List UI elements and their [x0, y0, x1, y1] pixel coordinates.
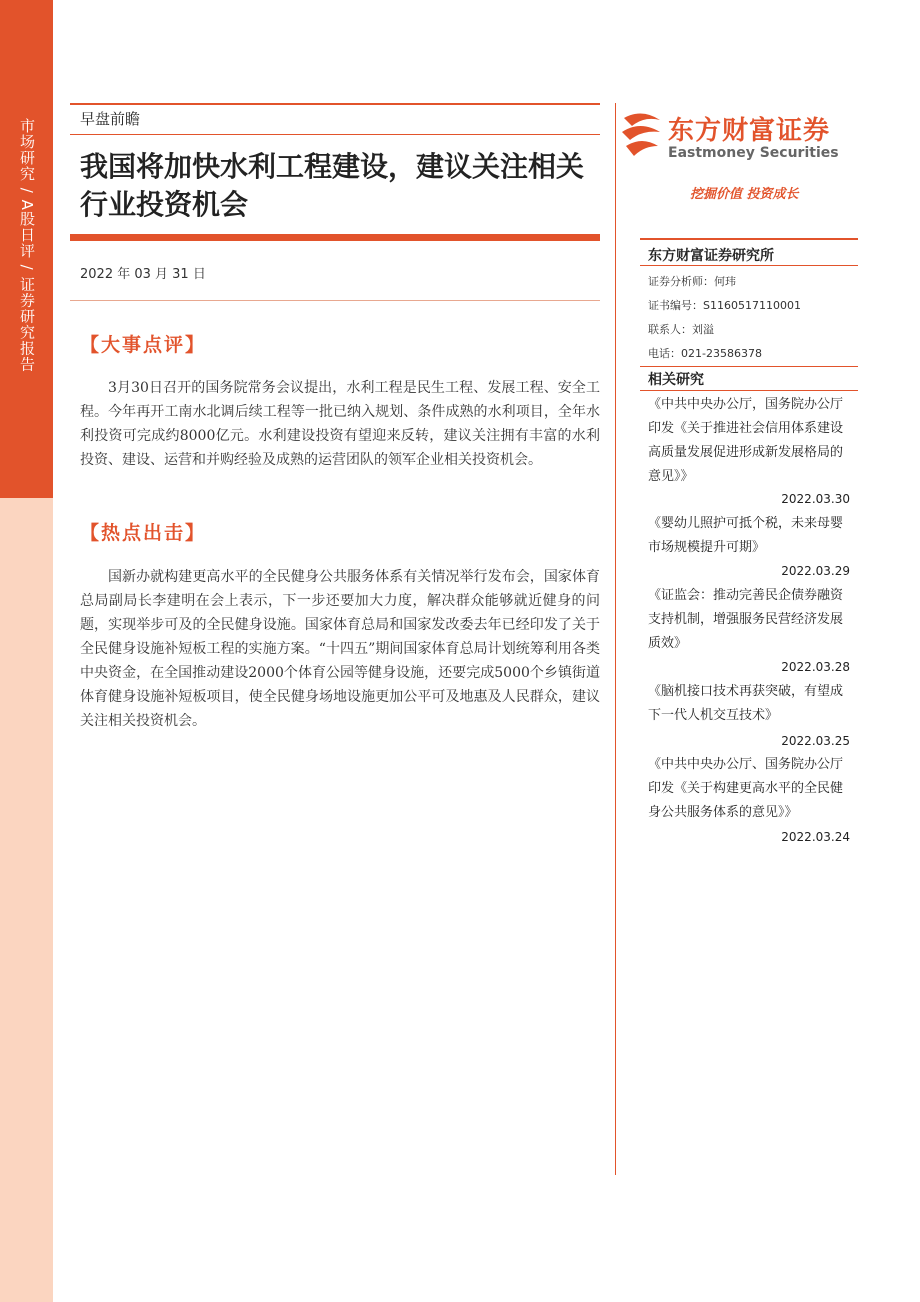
related-item-date: 2022.03.29	[781, 564, 850, 578]
eastmoney-logo-icon	[620, 110, 664, 160]
right-rule	[640, 238, 858, 240]
contact-phone: 电话：021-23586378	[648, 347, 762, 360]
sidebar-label: 市场研究 / A股日评 / 证券研究报告	[18, 118, 36, 373]
related-heading: 相关研究	[648, 372, 704, 388]
related-item-title[interactable]: 《中共中央办公厅、国务院办公厅印发《关于构建更高水平的全民健身公共服务体系的意见》》	[648, 757, 844, 820]
category-rule	[70, 134, 600, 135]
related-item-date: 2022.03.30	[781, 492, 850, 506]
related-item-date: 2022.03.28	[781, 660, 850, 674]
section-body-events: 3月30日召开的国务院常务会议提出，水利工程是民生工程、发展工程、安全工程。今年再开工南水北调后续工程等一批已纳入规划、条件成熟的水利项目，全年水利投资可完成约8000亿元。水利建设投资有望迎来反转，建议关注拥有丰富的水利投资、建设、运营和并购经验及成熟的运营团队的领军企业相关投资机会。	[80, 380, 600, 468]
related-item-title[interactable]: 《脑机接口技术再获突破，有望成下一代人机交互技术》	[648, 684, 844, 723]
related-item-title[interactable]: 《婴幼儿照护可抵个税，未来母婴市场规模提升可期》	[648, 516, 844, 555]
section-heading-hotspot: 【热点出击】	[80, 522, 207, 544]
slogan: 挖掘价值 投资成长	[690, 187, 799, 202]
related-item-date: 2022.03.24	[781, 830, 850, 844]
page-title: 我国将加快水利工程建设，建议关注相关行业投资机会	[80, 150, 585, 221]
logo-cn-text: 东方财富证券	[668, 116, 831, 146]
related-item-title[interactable]: 《证监会：推动完善民企债券融资支持机制，增强服务民营经济发展质效》	[648, 588, 844, 651]
right-rule	[640, 366, 858, 367]
analyst-cert: 证书编号：S1160517110001	[648, 299, 801, 312]
sidebar-light	[0, 498, 53, 1302]
header-rule	[70, 103, 600, 105]
related-item-title[interactable]: 《中共中央办公厅，国务院办公厅印发《关于推进社会信用体系建设高质量发展促进形成新发展格局的意见》》	[648, 397, 844, 484]
column-divider	[615, 103, 616, 1175]
contact-name: 联系人：刘溢	[648, 323, 714, 336]
analyst-name: 证券分析师：何玮	[648, 275, 736, 288]
right-rule	[640, 390, 858, 391]
report-category: 早盘前瞻	[80, 110, 141, 128]
section-body-hotspot: 国新办就构建更高水平的全民健身公共服务体系有关情况举行发布会，国家体育总局副局长李建明在会上表示，下一步还要加大力度，解决群众能够就近健身的问题，实现举步可及的全民健身设施。国家体育总局和国家发改委去年已经印发了关于全民健身设施补短板工程的实施方案。“十四五”期间国家体育总局计划统筹利用各类中央资金，在全国推动建设2000个体育公园等健身设施，还要完成5000个乡镇街道体育健身设施补短板项目，使全民健身场地设施更加公平可及地惠及人民群众，建议关注相关投资机会。	[80, 569, 600, 729]
section-heading-events: 【大事点评】	[80, 334, 207, 356]
related-item-date: 2022.03.25	[781, 734, 850, 748]
logo-en-text: Eastmoney Securities	[668, 145, 839, 161]
date-rule	[70, 300, 600, 301]
title-rule	[70, 234, 600, 241]
report-date: 2022 年 03 月 31 日	[80, 267, 206, 282]
institution-name: 东方财富证券研究所	[648, 248, 774, 264]
right-rule	[640, 265, 858, 266]
